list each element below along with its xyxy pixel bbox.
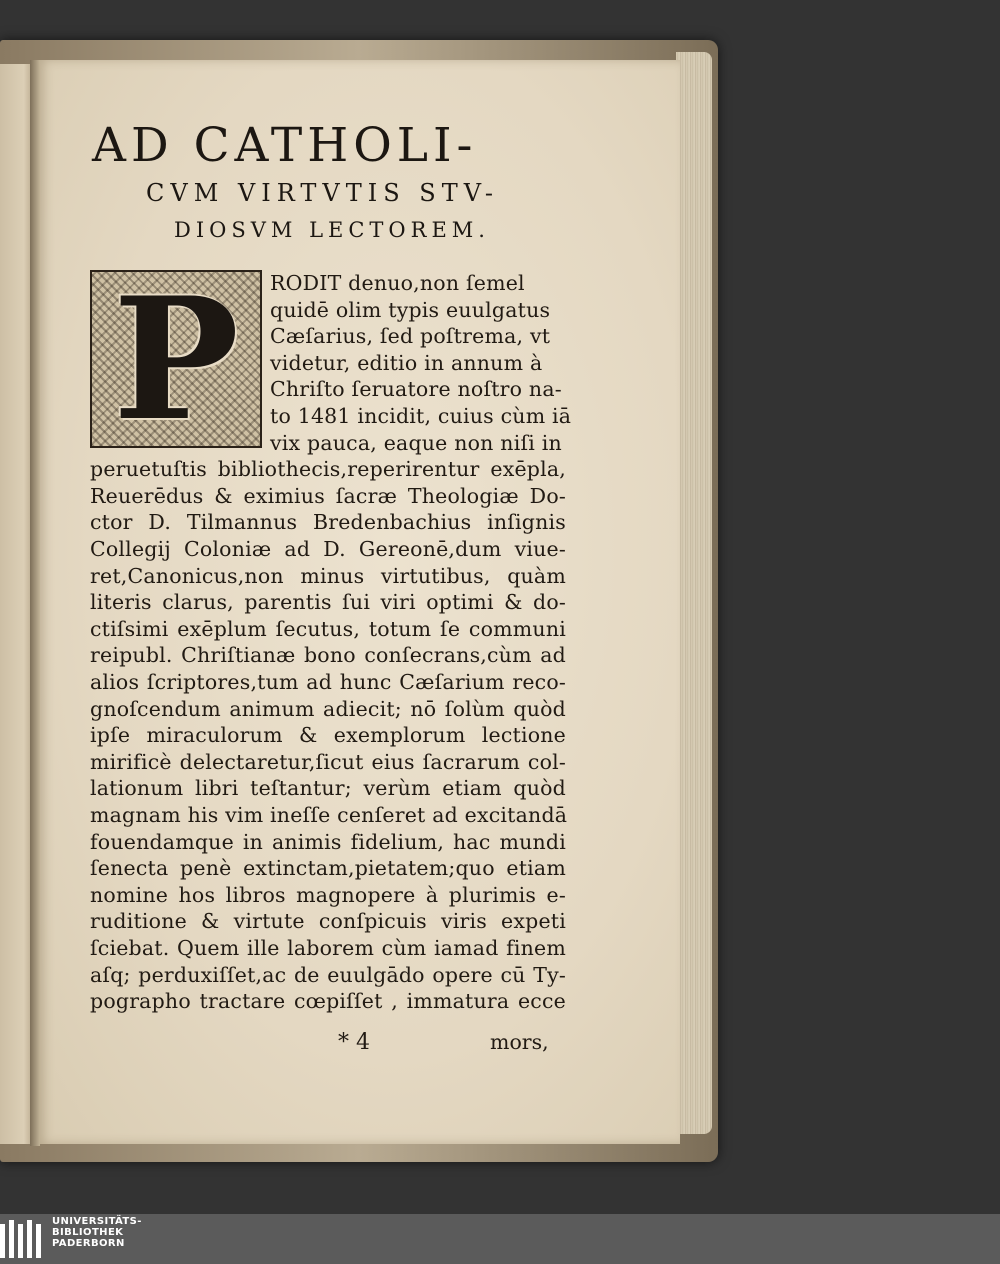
facing-page-edge xyxy=(0,64,34,1144)
initial-letter: P xyxy=(112,260,240,458)
text-line: Reuerēdus & eximius ſacræ Theologiæ Do- xyxy=(90,483,566,508)
text-line: pographo tractare cœpiſſet , immatura ecce xyxy=(90,989,566,1014)
text-line: ſenecta penè extinctam,pietatem;quo etiam xyxy=(90,856,566,881)
text-line: mirificè delectaretur,ſicut eius ſacrarum col- xyxy=(90,749,566,774)
book-fore-edge xyxy=(676,52,712,1134)
text-line: Collegij Coloniæ ad D. Gereonē,dum viue- xyxy=(90,537,566,561)
text-line: magnam his vim ineſſe cenſeret ad excitandā xyxy=(90,803,568,827)
signature-mark: * 4 xyxy=(338,1030,370,1055)
text-line: alios ſcriptores,tum ad hunc Cæſarium reco- xyxy=(90,670,566,694)
text-line: reipubl. Chriſtianæ bono conſecrans,cùm ad xyxy=(90,643,566,668)
text-line: RODIT denuo,non ſemel xyxy=(270,271,525,295)
text-line: ruditione & virtute conſpicuis viris expeti xyxy=(90,909,566,934)
decorated-initial xyxy=(90,260,262,458)
text-line: peruetuſtis bibliothecis,reperirentur exēpla, xyxy=(90,457,566,482)
logo-line-3: PADERBORN xyxy=(52,1238,125,1249)
page-heading-line-3: DIOSVM LECTOREM. xyxy=(174,218,490,242)
text-line: aſq; perduxiſſet,ac de euulgādo opere cū Ty- xyxy=(90,962,566,987)
footer-bar xyxy=(0,1214,1000,1264)
text-line: to 1481 incidit, cuius cùm iā xyxy=(270,404,572,428)
text-line: fouendamque in animis fidelium, hac mundi xyxy=(90,829,566,854)
text-line: literis clarus, parentis ſui viri optimi & do- xyxy=(90,590,566,615)
text-line: ctiſsimi exēplum ſecutus, totum ſe communi xyxy=(90,616,566,641)
text-line: ſciebat. Quem ille laborem cùm iamad finem xyxy=(90,936,566,960)
text-line: nomine hos libros magnopere à plurimis e- xyxy=(90,882,566,907)
logo-line-1: UNIVERSITÄTS- xyxy=(52,1216,142,1227)
text-line: Cæſarius, ſed poſtrema, vt xyxy=(270,324,551,349)
page-heading-line-1: AD CATHOLI- xyxy=(92,118,478,173)
logo-line-2: BIBLIOTHEK xyxy=(52,1227,124,1238)
text-line: ctor D. Tilmannus Bredenbachius inſignis xyxy=(90,510,566,535)
text-line: videtur, editio in annum à xyxy=(270,350,543,375)
text-line: ret,Canonicus,non minus virtutibus, quàm xyxy=(90,563,566,588)
page-heading-line-2: CVM VIRTVTIS STV- xyxy=(146,179,499,207)
book-gutter xyxy=(30,60,40,1146)
text-line: lationum libri teſtantur; verùm etiam quòd xyxy=(90,776,566,801)
library-logo-text xyxy=(52,1216,142,1249)
text-line: gnoſcendum animum adiecit; nō ſolùm quòd xyxy=(90,696,566,721)
library-logo-icon xyxy=(0,1216,46,1260)
text-line: quidē olim typis euulgatus xyxy=(270,297,551,322)
text-line: ipſe miraculorum & exemplorum lectione xyxy=(90,723,566,748)
text-line: Chriſto ſeruatore noſtro na- xyxy=(270,377,562,402)
text-line: vix pauca, eaque non niſi in xyxy=(270,430,562,455)
catchword: mors, xyxy=(490,1030,549,1054)
